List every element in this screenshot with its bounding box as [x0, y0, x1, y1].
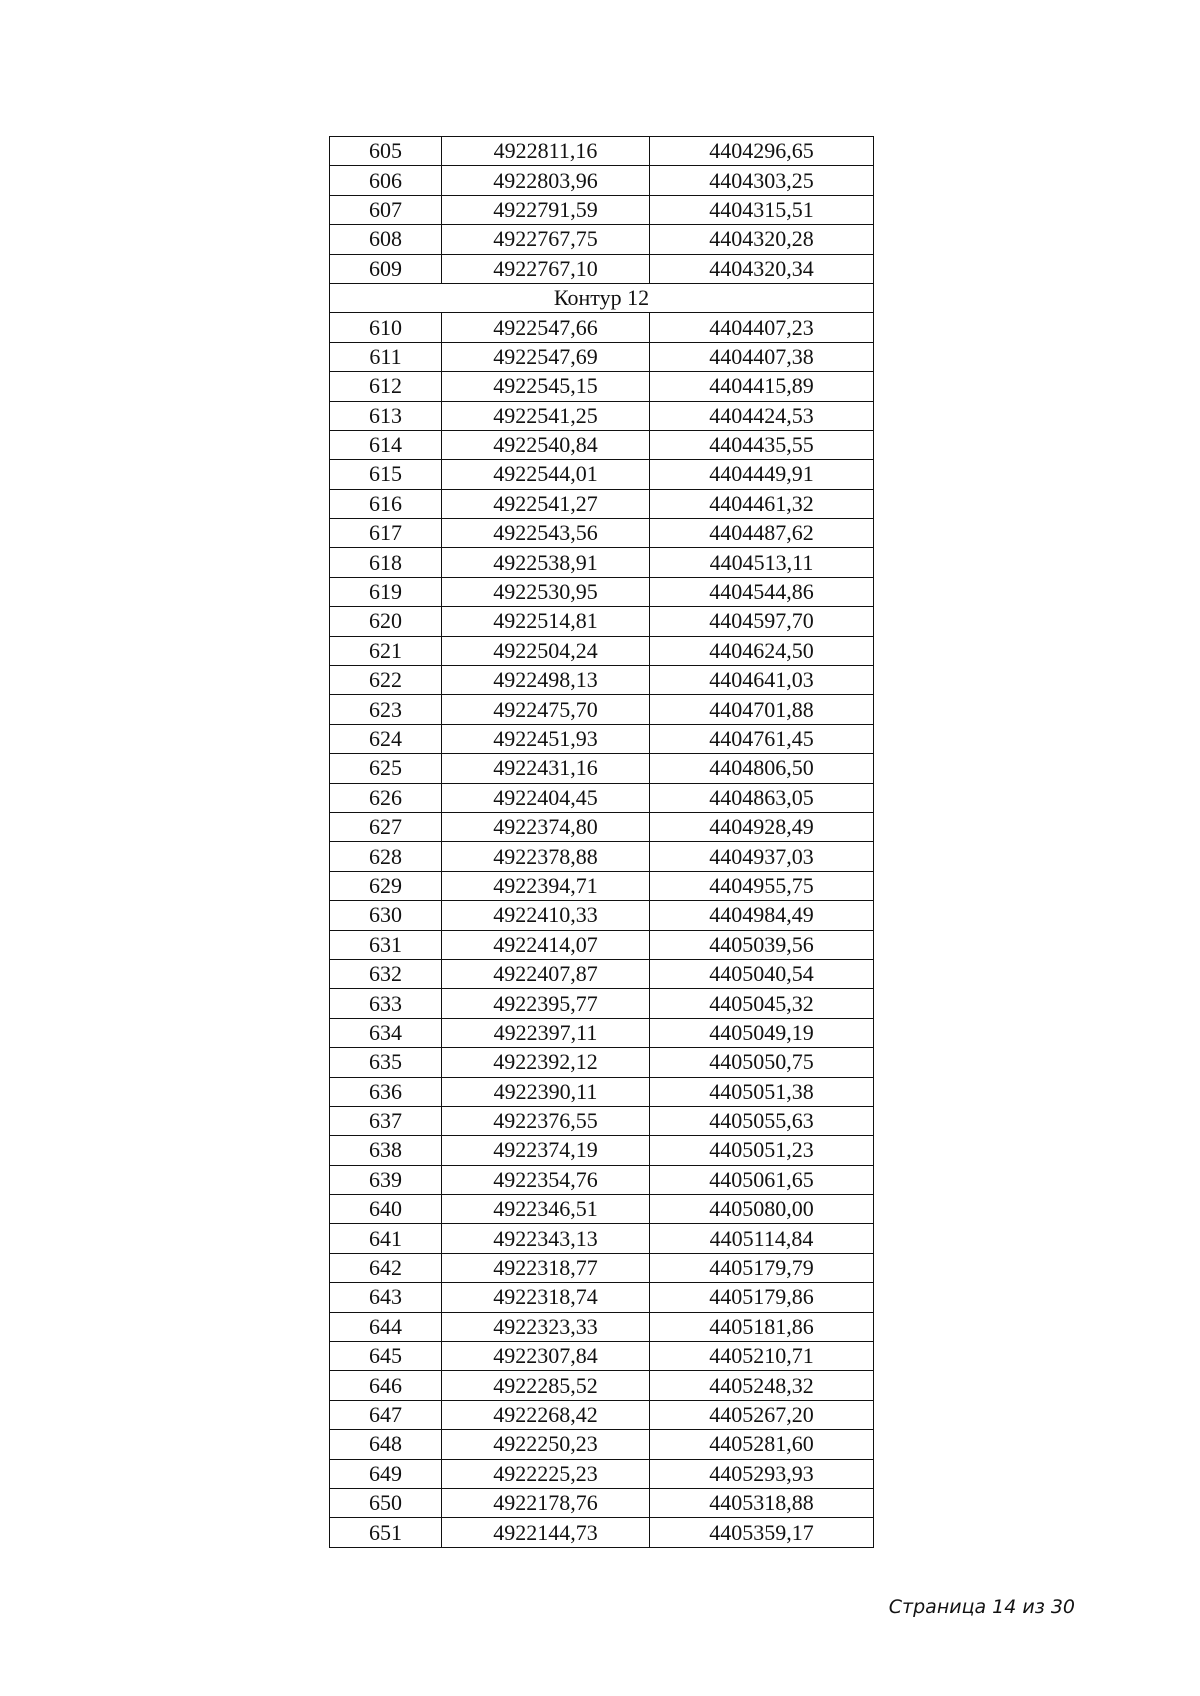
- y-coordinate: 4405179,86: [650, 1283, 874, 1312]
- x-coordinate: 4922541,25: [442, 401, 650, 430]
- point-number: 615: [330, 460, 442, 489]
- section-header-row: [330, 283, 874, 312]
- y-coordinate: 4405051,23: [650, 1136, 874, 1165]
- table-row: [330, 1459, 874, 1488]
- x-coordinate: 4922547,69: [442, 342, 650, 371]
- point-number: 632: [330, 959, 442, 988]
- table-row: [330, 166, 874, 195]
- point-number: 634: [330, 1018, 442, 1047]
- x-coordinate: 4922530,95: [442, 577, 650, 606]
- page-separator: из: [1022, 1596, 1045, 1618]
- y-coordinate: 4404320,34: [650, 254, 874, 283]
- x-coordinate: 4922547,66: [442, 313, 650, 342]
- table-row: [330, 372, 874, 401]
- x-coordinate: 4922504,24: [442, 636, 650, 665]
- table-row: [330, 1077, 874, 1106]
- table-row: [330, 1312, 874, 1341]
- x-coordinate: 4922378,88: [442, 842, 650, 871]
- x-coordinate: 4922538,91: [442, 548, 650, 577]
- x-coordinate: 4922318,74: [442, 1283, 650, 1312]
- point-number: 626: [330, 783, 442, 812]
- y-coordinate: 4405359,17: [650, 1518, 874, 1547]
- table-row: [330, 1106, 874, 1135]
- point-number: 619: [330, 577, 442, 606]
- page-label: Страница: [888, 1596, 987, 1618]
- page-total: 30: [1050, 1596, 1075, 1618]
- x-coordinate: 4922374,19: [442, 1136, 650, 1165]
- y-coordinate: 4404761,45: [650, 724, 874, 753]
- x-coordinate: 4922498,13: [442, 666, 650, 695]
- x-coordinate: 4922407,87: [442, 959, 650, 988]
- x-coordinate: 4922541,27: [442, 489, 650, 518]
- x-coordinate: 4922268,42: [442, 1400, 650, 1429]
- y-coordinate: 4404407,38: [650, 342, 874, 371]
- table-row: [330, 930, 874, 959]
- table-row: [330, 254, 874, 283]
- y-coordinate: 4405248,32: [650, 1371, 874, 1400]
- y-coordinate: 4405179,79: [650, 1253, 874, 1282]
- point-number: 610: [330, 313, 442, 342]
- y-coordinate: 4404597,70: [650, 607, 874, 636]
- x-coordinate: 4922376,55: [442, 1106, 650, 1135]
- point-number: 647: [330, 1400, 442, 1429]
- y-coordinate: 4404937,03: [650, 842, 874, 871]
- table-row: [330, 1430, 874, 1459]
- x-coordinate: 4922791,59: [442, 195, 650, 224]
- y-coordinate: 4404928,49: [650, 812, 874, 841]
- point-number: 628: [330, 842, 442, 871]
- x-coordinate: 4922354,76: [442, 1165, 650, 1194]
- x-coordinate: 4922307,84: [442, 1342, 650, 1371]
- table-row: [330, 430, 874, 459]
- point-number: 637: [330, 1106, 442, 1135]
- point-number: 613: [330, 401, 442, 430]
- point-number: 644: [330, 1312, 442, 1341]
- x-coordinate: 4922225,23: [442, 1459, 650, 1488]
- point-number: 621: [330, 636, 442, 665]
- y-coordinate: 4404984,49: [650, 901, 874, 930]
- table-row: [330, 724, 874, 753]
- x-coordinate: 4922811,16: [442, 137, 650, 166]
- y-coordinate: 4405281,60: [650, 1430, 874, 1459]
- y-coordinate: 4404544,86: [650, 577, 874, 606]
- point-number: 612: [330, 372, 442, 401]
- x-coordinate: 4922404,45: [442, 783, 650, 812]
- table-row: [330, 489, 874, 518]
- table-row: [330, 901, 874, 930]
- x-coordinate: 4922540,84: [442, 430, 650, 459]
- point-number: 623: [330, 695, 442, 724]
- point-number: 611: [330, 342, 442, 371]
- point-number: 646: [330, 1371, 442, 1400]
- point-number: 640: [330, 1195, 442, 1224]
- point-number: 606: [330, 166, 442, 195]
- x-coordinate: 4922346,51: [442, 1195, 650, 1224]
- point-number: 627: [330, 812, 442, 841]
- x-coordinate: 4922767,10: [442, 254, 650, 283]
- table-row: [330, 577, 874, 606]
- point-number: 617: [330, 519, 442, 548]
- x-coordinate: 4922543,56: [442, 519, 650, 548]
- point-number: 630: [330, 901, 442, 930]
- y-coordinate: 4404415,89: [650, 372, 874, 401]
- table-row: [330, 812, 874, 841]
- section-title: Контур 12: [330, 283, 874, 312]
- table-row: [330, 1283, 874, 1312]
- x-coordinate: 4922410,33: [442, 901, 650, 930]
- table-row: [330, 989, 874, 1018]
- table-row: [330, 1136, 874, 1165]
- x-coordinate: 4922394,71: [442, 871, 650, 900]
- x-coordinate: 4922767,75: [442, 225, 650, 254]
- table-row: [330, 313, 874, 342]
- point-number: 607: [330, 195, 442, 224]
- x-coordinate: 4922397,11: [442, 1018, 650, 1047]
- point-number: 641: [330, 1224, 442, 1253]
- y-coordinate: 4404424,53: [650, 401, 874, 430]
- x-coordinate: 4922803,96: [442, 166, 650, 195]
- point-number: 651: [330, 1518, 442, 1547]
- y-coordinate: 4404320,28: [650, 225, 874, 254]
- y-coordinate: 4404449,91: [650, 460, 874, 489]
- x-coordinate: 4922250,23: [442, 1430, 650, 1459]
- point-number: 648: [330, 1430, 442, 1459]
- table-row: [330, 1165, 874, 1194]
- table-row: [330, 1018, 874, 1047]
- table-row: [330, 460, 874, 489]
- x-coordinate: 4922545,15: [442, 372, 650, 401]
- table-row: [330, 195, 874, 224]
- table-row: [330, 1518, 874, 1547]
- x-coordinate: 4922144,73: [442, 1518, 650, 1547]
- point-number: 645: [330, 1342, 442, 1371]
- table-row: [330, 871, 874, 900]
- table-row: [330, 783, 874, 812]
- table-row: [330, 842, 874, 871]
- x-coordinate: 4922414,07: [442, 930, 650, 959]
- y-coordinate: 4405293,93: [650, 1459, 874, 1488]
- point-number: 638: [330, 1136, 442, 1165]
- coordinates-table-body: [330, 137, 874, 1548]
- table-row: [330, 1048, 874, 1077]
- point-number: 608: [330, 225, 442, 254]
- coordinates-table: [329, 136, 874, 1548]
- point-number: 625: [330, 754, 442, 783]
- table-row: [330, 137, 874, 166]
- x-coordinate: 4922178,76: [442, 1488, 650, 1517]
- x-coordinate: 4922475,70: [442, 695, 650, 724]
- page-footer: [883, 1596, 1075, 1618]
- y-coordinate: 4404315,51: [650, 195, 874, 224]
- point-number: 624: [330, 724, 442, 753]
- y-coordinate: 4404624,50: [650, 636, 874, 665]
- y-coordinate: 4404863,05: [650, 783, 874, 812]
- table-row: [330, 225, 874, 254]
- y-coordinate: 4404806,50: [650, 754, 874, 783]
- table-row: [330, 548, 874, 577]
- table-row: [330, 401, 874, 430]
- point-number: 616: [330, 489, 442, 518]
- point-number: 643: [330, 1283, 442, 1312]
- point-number: 629: [330, 871, 442, 900]
- y-coordinate: 4405210,71: [650, 1342, 874, 1371]
- point-number: 636: [330, 1077, 442, 1106]
- x-coordinate: 4922395,77: [442, 989, 650, 1018]
- y-coordinate: 4405050,75: [650, 1048, 874, 1077]
- point-number: 635: [330, 1048, 442, 1077]
- table-row: [330, 959, 874, 988]
- y-coordinate: 4405051,38: [650, 1077, 874, 1106]
- table-row: [330, 695, 874, 724]
- y-coordinate: 4405055,63: [650, 1106, 874, 1135]
- y-coordinate: 4405049,19: [650, 1018, 874, 1047]
- y-coordinate: 4404435,55: [650, 430, 874, 459]
- y-coordinate: 4405039,56: [650, 930, 874, 959]
- point-number: 649: [330, 1459, 442, 1488]
- table-row: [330, 1195, 874, 1224]
- x-coordinate: 4922544,01: [442, 460, 650, 489]
- table-row: [330, 607, 874, 636]
- x-coordinate: 4922392,12: [442, 1048, 650, 1077]
- y-coordinate: 4404955,75: [650, 871, 874, 900]
- y-coordinate: 4404641,03: [650, 666, 874, 695]
- x-coordinate: 4922514,81: [442, 607, 650, 636]
- point-number: 639: [330, 1165, 442, 1194]
- point-number: 631: [330, 930, 442, 959]
- y-coordinate: 4405181,86: [650, 1312, 874, 1341]
- table-row: [330, 1224, 874, 1253]
- y-coordinate: 4405318,88: [650, 1488, 874, 1517]
- x-coordinate: 4922318,77: [442, 1253, 650, 1282]
- table-row: [330, 342, 874, 371]
- table-row: [330, 1342, 874, 1371]
- table-row: [330, 519, 874, 548]
- x-coordinate: 4922431,16: [442, 754, 650, 783]
- y-coordinate: 4404303,25: [650, 166, 874, 195]
- table-row: [330, 754, 874, 783]
- table-row: [330, 1371, 874, 1400]
- y-coordinate: 4405267,20: [650, 1400, 874, 1429]
- table-row: [330, 636, 874, 665]
- point-number: 633: [330, 989, 442, 1018]
- page-current: 14: [992, 1596, 1017, 1618]
- y-coordinate: 4405040,54: [650, 959, 874, 988]
- point-number: 622: [330, 666, 442, 695]
- table-row: [330, 1488, 874, 1517]
- y-coordinate: 4404407,23: [650, 313, 874, 342]
- y-coordinate: 4405114,84: [650, 1224, 874, 1253]
- point-number: 618: [330, 548, 442, 577]
- point-number: 650: [330, 1488, 442, 1517]
- y-coordinate: 4405045,32: [650, 989, 874, 1018]
- x-coordinate: 4922390,11: [442, 1077, 650, 1106]
- point-number: 609: [330, 254, 442, 283]
- y-coordinate: 4405080,00: [650, 1195, 874, 1224]
- y-coordinate: 4404513,11: [650, 548, 874, 577]
- x-coordinate: 4922374,80: [442, 812, 650, 841]
- x-coordinate: 4922343,13: [442, 1224, 650, 1253]
- x-coordinate: 4922285,52: [442, 1371, 650, 1400]
- table-row: [330, 666, 874, 695]
- y-coordinate: 4404487,62: [650, 519, 874, 548]
- point-number: 614: [330, 430, 442, 459]
- x-coordinate: 4922323,33: [442, 1312, 650, 1341]
- point-number: 620: [330, 607, 442, 636]
- point-number: 605: [330, 137, 442, 166]
- y-coordinate: 4404461,32: [650, 489, 874, 518]
- y-coordinate: 4404701,88: [650, 695, 874, 724]
- y-coordinate: 4405061,65: [650, 1165, 874, 1194]
- y-coordinate: 4404296,65: [650, 137, 874, 166]
- point-number: 642: [330, 1253, 442, 1282]
- table-row: [330, 1400, 874, 1429]
- x-coordinate: 4922451,93: [442, 724, 650, 753]
- table-row: [330, 1253, 874, 1282]
